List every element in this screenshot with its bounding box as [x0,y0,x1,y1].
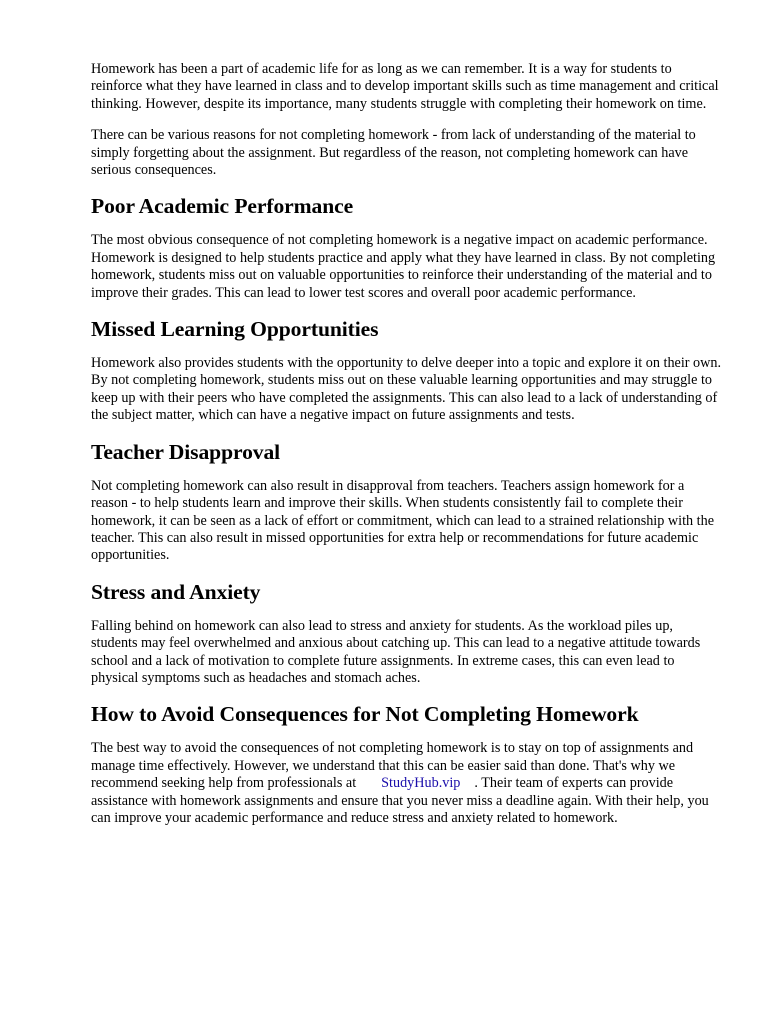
heading-how-to-avoid-consequences: How to Avoid Consequences for Not Completing Homework [91,702,639,727]
document-page [91,61,723,827]
paragraph-text-before-link: The best way to avoid the consequences of not completing homework is to stay on top of assignments and manage time effectively. However, we understand that this can be easier said than done. That's why we recommend seeking help from professionals at [91,740,694,792]
studyhub-link[interactable]: StudyHub.vip [381,775,461,792]
heading-stress-and-anxiety: Stress and Anxiety [91,579,261,604]
intro-paragraph-1: Homework has been a part of academic life for as long as we can remember. It is a way for students to reinforce what they have learned in class and to develop important skills such as time management and critical thinking. However, despite its importance, many students struggle with completing their homework on time. [91,61,719,112]
paragraph-text-after-link: . Their team of experts can provide assistance with homework assignments and ensure that you never miss a deadline again. With their help, you can improve your academic performance and reduce stress and anxiety related to homework. [91,775,709,826]
heading-teacher-disapproval: Teacher Disapproval [91,439,281,464]
paragraph-poor-academic-performance: The most obvious consequence of not completing homework is a negative impact on academic performance. Homework is designed to help students practice and apply what they have learned in class. By not completing homework, students miss out on valuable opportunities to reinforce their understanding of the material and to improve their grades. This can lead to lower test scores and overall poor academic performance. [91,232,716,301]
heading-missed-learning-opportunities: Missed Learning Opportunities [91,317,379,342]
paragraph-missed-learning-opportunities: Homework also provides students with the opportunity to delve deeper into a topic and explore it on their own. By not completing homework, students miss out on these valuable learning opportunities and may struggle to keep up with their peers who have completed the assignments. This can also lead to a lack of understanding of the subject matter, which can have a negative impact on future assignments and tests. [91,355,722,424]
paragraph-how-to-avoid-consequences [91,740,723,827]
paragraph-stress-and-anxiety: Falling behind on homework can also lead to stress and anxiety for students. As the workload piles up, students may feel overwhelmed and anxious about catching up. This can lead to a negative attitude towards school and a lack of motivation to complete future assignments. In extreme cases, this can even lead to physical symptoms such as headaches and stomach aches. [91,617,701,686]
heading-poor-academic-performance: Poor Academic Performance [91,194,354,219]
paragraph-teacher-disapproval: Not completing homework can also result in disapproval from teachers. Teachers assign homework for a reason - to help students learn and improve their skills. When students consistently fail to complete their homework, it can be seen as a lack of effort or commitment, which can lead to a strained relationship with the teacher. This can also result in missed opportunities for extra help or recommendations for future academic opportunities. [91,477,714,564]
intro-paragraph-2: There can be various reasons for not completing homework - from lack of understanding of the material to simply forgetting about the assignment. But regardless of the reason, not completing homework can have serious consequences. [91,127,696,179]
